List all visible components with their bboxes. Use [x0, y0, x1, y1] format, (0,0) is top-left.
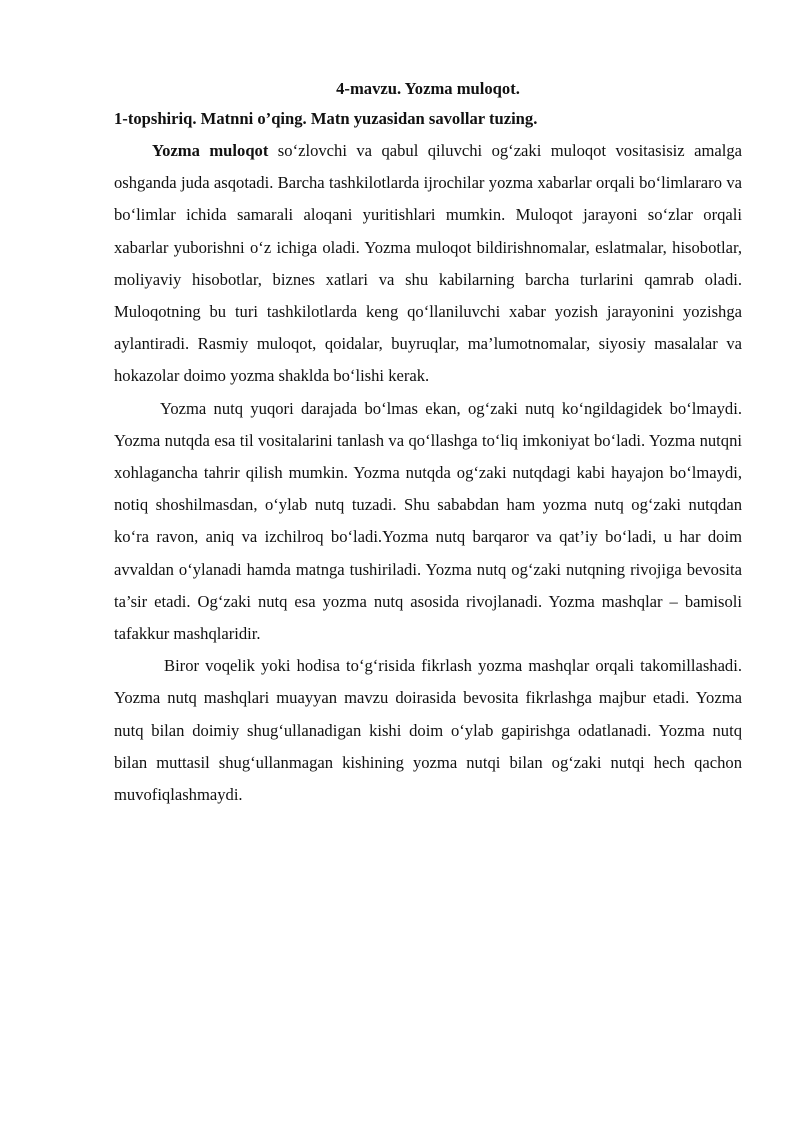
- paragraph-1-text: so‘zlovchi va qabul qiluvchi og‘zaki muloqot vositasisiz amalga oshganda juda asqotadi. Barcha tashkilotlarda ijrochilar yozma xabarlar orqali bo‘limlararo va bo‘limlar ichida samarali aloqani yuritishlari mumkin. Muloqot jarayoni so‘zlar orqali xabarlar yuborishni o‘z ichiga oladi. Yozma muloqot bildirishnomalar, eslatmalar, hisobotlar, moliyaviy hisobotlar, biznes xatlari va shu kabilarning barcha turlarini qamrab oladi. Muloqotning bu turi tashkilotlarda keng qo‘llaniluvchi xabar yozish jarayonini yozishga aylantiradi. Rasmiy muloqot, qoidalar, buyruqlar, ma’lumotnomalar, siyosiy masalalar va hokazolar doimo yozma shaklda bo‘lishi kerak.: [114, 141, 742, 386]
- paragraph-2: Yozma nutq yuqori darajada bo‘lmas ekan, og‘zaki nutq ko‘ngildagidek bo‘lmaydi. Yozma nutqda esa til vositalarini tanlash va qo‘llashga to‘liq imkoniyat bo‘ladi. Yozma nutqni xohlagancha tahrir qilish mumkin. Yozma nutqda og‘zaki nutqdagi kabi hayajon bo‘lmaydi, notiq shoshilmasdan, o‘ylab nutq tuzadi. Shu sababdan ham yozma nutq og‘zaki nutqdan ko‘ra ravon, aniq va izchilroq bo‘ladi.Yozma nutq barqaror va qat’iy bo‘ladi, u har doim avvaldan o‘ylanadi hamda matnga tushiriladi. Yozma nutq og‘zaki nutqning rivojiga bevosita ta’sir etadi. Og‘zaki nutq esa yozma nutq asosida rivojlanadi. Yozma mashqlar – bamisoli tafakkur mashqlaridir.: [114, 398, 742, 644]
- task-heading: 1-topshiriq. Matnni o’qing. Matn yuzasidan savollar tuzing.: [114, 109, 538, 128]
- paragraph-1-lead: Yozma muloqot: [152, 141, 269, 160]
- document-page: [114, 74, 742, 811]
- paragraph-1: [114, 135, 742, 393]
- document-title: 4-mavzu. Yozma muloqot.: [336, 79, 520, 98]
- paragraph-3: Biror voqelik yoki hodisa to‘g‘risida fikrlash yozma mashqlar orqali takomillashadi. Yozma nutq mashqlari muayyan mavzu doirasida bevosita fikrlashga majbur etadi. Yozma nutq bilan doimiy shug‘ullanadigan kishi doim o‘ylab gapirishga odatlanadi. Yozma nutq bilan muttasil shug‘ullanmagan kishining yozma nutqi bilan og‘zaki nutqi hech qachon muvofiqlashmaydi.: [114, 656, 742, 805]
